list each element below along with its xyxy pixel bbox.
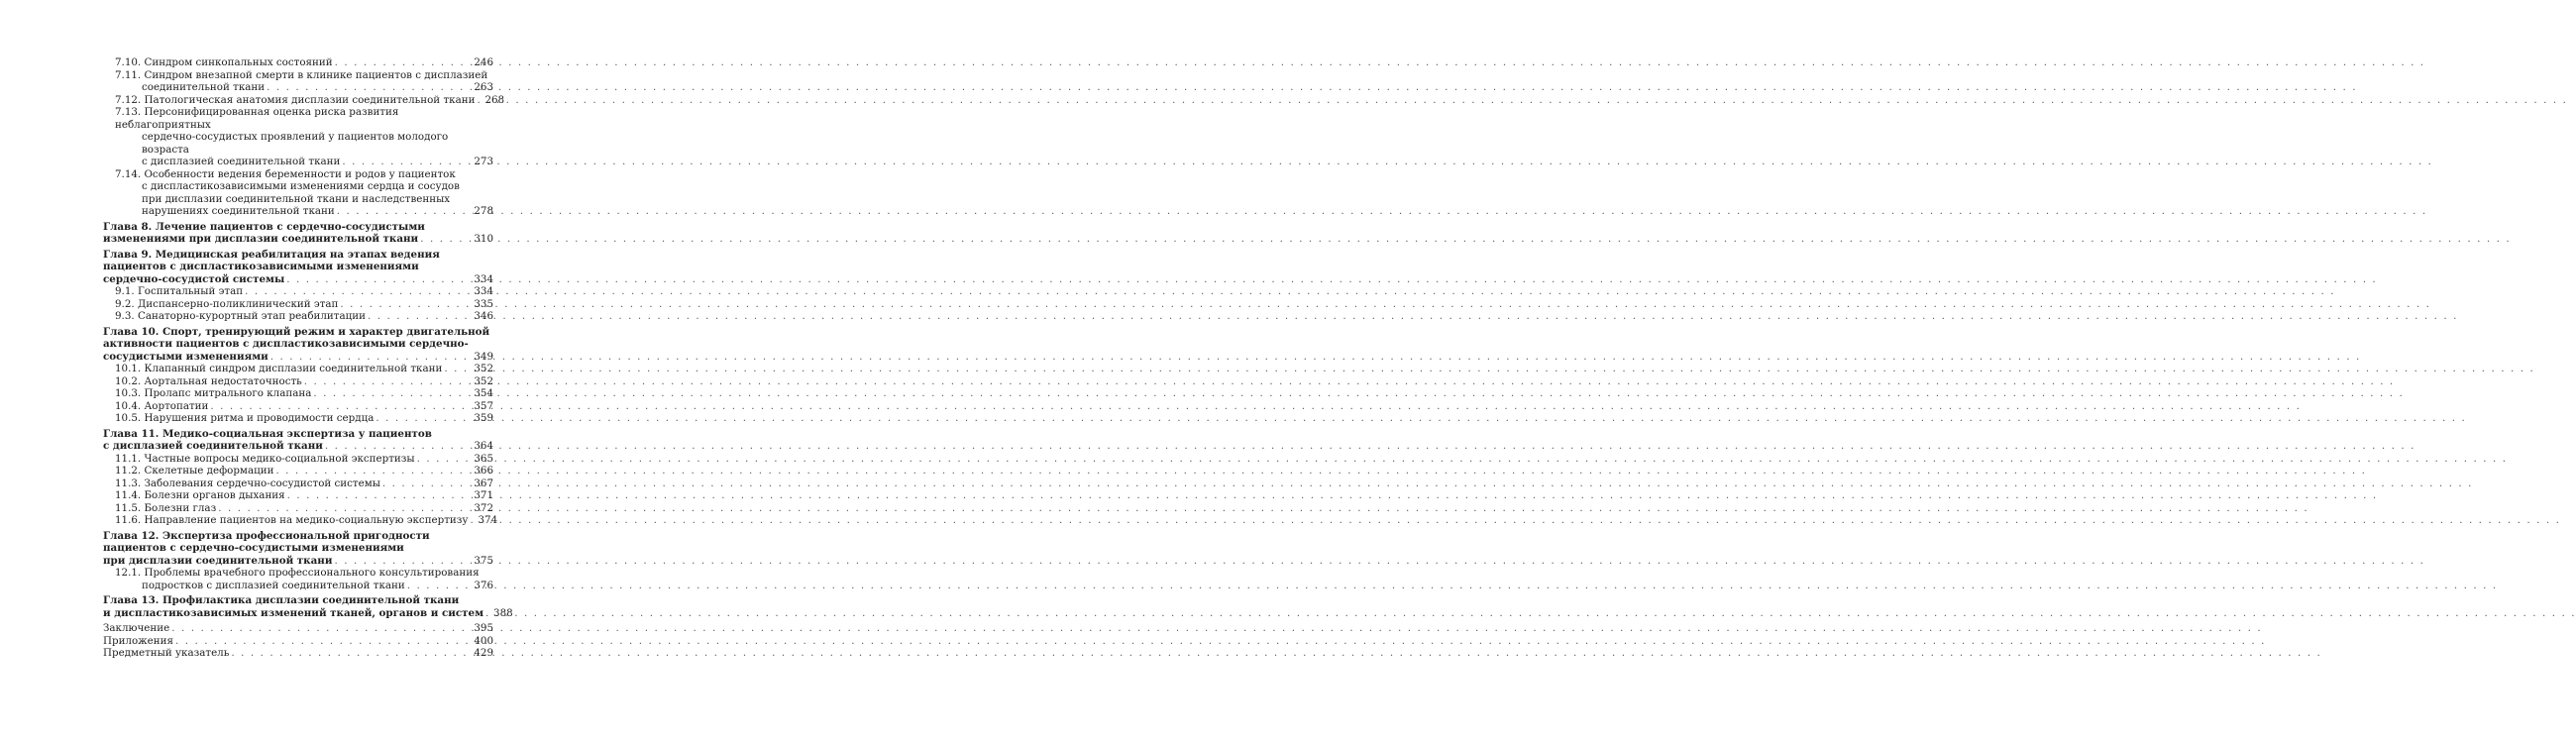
- dot-leader: [231, 647, 472, 660]
- toc-entry[interactable]: [103, 69, 493, 94]
- toc-entry-number: 10.3.: [115, 387, 142, 399]
- toc-page-number: 354: [474, 387, 493, 399]
- toc-page-number: 268: [484, 93, 505, 106]
- toc-page-number: 375: [474, 554, 493, 567]
- dot-leader: [267, 81, 472, 94]
- toc-entry-number: 7.14.: [115, 167, 142, 180]
- toc-entry-title: с диспластикозависимыми изменениями сердца и сосудов: [142, 180, 460, 192]
- dot-leader: [270, 351, 473, 364]
- toc-entry-title: пациентов с сердечно-сосудистыми изменениями: [103, 542, 404, 554]
- toc-entry[interactable]: [103, 647, 493, 660]
- toc-entry-number: 9.1.: [115, 285, 135, 297]
- toc-page-number: 335: [474, 297, 493, 310]
- toc-entry-number: 11.4.: [115, 489, 142, 501]
- toc-entry-title: при дисплазии соединительной ткани: [103, 554, 333, 567]
- toc-entry-number: 7.10.: [115, 56, 142, 68]
- dot-leader: [287, 489, 473, 502]
- dot-leader: [470, 514, 476, 527]
- toc-page-number: 429: [474, 647, 493, 659]
- toc-entry-title: пациентов с диспластикозависимыми изменениями: [103, 261, 419, 272]
- toc-entry[interactable]: [103, 400, 493, 413]
- toc-entry-number: 12.1.: [115, 567, 142, 579]
- dot-leader: [325, 440, 472, 453]
- toc-page-number: 366: [474, 465, 493, 477]
- dot-leader: [313, 387, 472, 400]
- dot-leader: [417, 453, 473, 466]
- toc-entry-title: Глава 11. Медико-социальная экспертиза у пациентов: [103, 427, 432, 440]
- toc-entry-title: Нарушения ритма и проводимости сердца: [144, 412, 375, 424]
- toc-page-number: 334: [474, 272, 493, 285]
- toc-page-number: 365: [474, 452, 493, 465]
- dot-leader: [382, 478, 472, 490]
- toc-entry-title: Аортопатии: [144, 399, 209, 412]
- toc-entry-title: и диспластикозависимых изменений тканей, органов и систем: [103, 606, 484, 619]
- toc-entry-number: 7.13.: [115, 106, 142, 118]
- toc-entry[interactable]: [103, 489, 493, 502]
- toc-chapter-entry[interactable]: [103, 326, 493, 364]
- toc-entry-number: 11.1.: [115, 452, 142, 465]
- toc-page-number: 349: [474, 350, 493, 363]
- dot-leader: [420, 233, 472, 246]
- toc-entry[interactable]: [103, 363, 493, 375]
- toc-entry-number: 7.11.: [115, 68, 142, 81]
- toc-entry-title: с дисплазией соединительной ткани: [142, 156, 341, 167]
- toc-entry-title: изменениями при дисплазии соединительной ткани: [103, 233, 419, 245]
- toc-entry[interactable]: [103, 622, 493, 635]
- toc-entry-number: 11.3.: [115, 477, 142, 489]
- toc-entry-number: 11.5.: [115, 501, 142, 514]
- dot-leader: [340, 298, 472, 311]
- dot-leader: [477, 94, 483, 107]
- toc-entry[interactable]: [103, 453, 493, 466]
- toc-page-number: 246: [474, 56, 493, 68]
- toc-entry[interactable]: [103, 514, 498, 527]
- toc-page-number: 278: [474, 205, 493, 217]
- toc-entry[interactable]: [103, 465, 493, 478]
- toc-entry-title: активности пациентов с диспластикозависимыми сердечно-: [103, 338, 469, 350]
- toc-entry-title: нарушениях соединительной ткани: [142, 205, 335, 217]
- toc-entry-title: Частные вопросы медико-социальной экспертизы: [144, 452, 415, 465]
- toc-entry[interactable]: [103, 635, 493, 648]
- toc-entry[interactable]: [103, 567, 493, 591]
- toc-page-number: 346: [474, 310, 493, 322]
- toc-entry-title: сердечно-сосудистых проявлений у пациентов молодого возраста: [142, 131, 449, 156]
- toc-entry-title: Глава 8. Лечение пациентов с сердечно-сосудистыми: [103, 220, 425, 233]
- dot-leader: [275, 465, 472, 478]
- toc-entry-title: сердечно-сосудистой системы: [103, 272, 285, 285]
- toc-page-number: 352: [474, 363, 493, 374]
- dot-leader: [334, 555, 472, 568]
- toc-entry-title: Глава 13. Профилактика дисплазии соединительной ткани: [103, 594, 460, 606]
- dot-leader: [485, 607, 491, 620]
- toc-page: [0, 0, 594, 743]
- toc-entry-title: Заключение: [103, 622, 170, 634]
- toc-page-number: 372: [474, 501, 493, 514]
- toc-entry-title: Пролапс митрального клапана: [144, 387, 312, 399]
- toc-page-number: 400: [474, 634, 493, 647]
- toc-chapter-entry[interactable]: [103, 221, 493, 246]
- toc-page-number: 374: [478, 514, 498, 526]
- dot-leader: [210, 400, 472, 413]
- toc-page-number: 352: [474, 374, 493, 387]
- dot-leader: [337, 205, 473, 218]
- toc-entry[interactable]: [103, 502, 493, 515]
- toc-entry-title: Клапанный синдром дисплазии соединительной ткани: [144, 363, 443, 374]
- toc-entry-number: 7.12.: [115, 93, 142, 106]
- toc-page-number: 367: [474, 477, 493, 489]
- dot-leader: [218, 502, 472, 515]
- toc-entry[interactable]: [103, 285, 493, 298]
- toc-entry-title: Глава 9. Медицинская реабилитация на этапах ведения: [103, 248, 440, 261]
- toc-page-number: 273: [474, 156, 493, 167]
- toc-entry-title: Особенности ведения беременности и родов у пациенток: [144, 167, 456, 180]
- toc-page-number: 364: [474, 440, 493, 452]
- toc-entry-title: Санаторно-курортный этап реабилитации: [137, 310, 366, 322]
- toc-entry-title: Глава 12. Экспертиза профессиональной пригодности: [103, 529, 430, 542]
- toc-entry-title: Синдром внезапной смерти в клинике пациентов с дисплазией: [144, 68, 488, 81]
- dot-leader: [335, 56, 473, 69]
- toc-page-number: 263: [474, 81, 493, 93]
- toc-entry-title: Госпитальный этап: [137, 285, 244, 297]
- dot-leader: [171, 622, 472, 635]
- toc-entry[interactable]: [103, 310, 493, 323]
- toc-entry-title: Аортальная недостаточность: [144, 374, 302, 387]
- toc-entry-title: Синдром синкопальных состояний: [144, 56, 333, 68]
- toc-entry-title: Болезни органов дыхания: [144, 489, 285, 501]
- toc-page-number: 388: [493, 606, 513, 619]
- toc-page-number: 334: [474, 285, 493, 297]
- toc-page-number: 359: [474, 412, 493, 424]
- dot-leader: [175, 635, 472, 648]
- dot-leader: [304, 375, 473, 388]
- toc-entry-title: Предметный указатель: [103, 647, 230, 659]
- dot-leader: [444, 363, 472, 375]
- dot-leader: [376, 412, 472, 425]
- dot-leader: [286, 273, 472, 286]
- toc-entry-number: 10.1.: [115, 363, 142, 374]
- toc-entry-title: Проблемы врачебного профессионального консультирования: [144, 567, 480, 579]
- toc-entry[interactable]: [103, 375, 493, 388]
- toc-entry-title: соединительной ткани: [142, 81, 266, 93]
- toc-chapter-entry[interactable]: [103, 249, 493, 286]
- dot-leader: [407, 580, 473, 592]
- toc-entry-title: подростков с дисплазией соединительной ткани: [142, 579, 405, 591]
- toc-entry-number: 10.4.: [115, 399, 142, 412]
- toc-page-number: 357: [474, 399, 493, 412]
- toc-entry[interactable]: [103, 56, 493, 69]
- toc-entry[interactable]: [103, 387, 493, 400]
- toc-entry[interactable]: [103, 412, 493, 425]
- toc-entry-number: 10.5.: [115, 412, 142, 424]
- toc-entry-number: 9.2.: [115, 297, 135, 310]
- toc-entry-title: Скелетные деформации: [144, 465, 274, 477]
- toc-entry-title: Персонифицированная оценка риска развития неблагоприятных: [115, 106, 399, 131]
- toc-chapter-entry[interactable]: [103, 530, 493, 568]
- table-of-contents: [103, 56, 513, 660]
- toc-entry-title: Направление пациентов на медико-социальную экспертизу: [144, 514, 469, 526]
- toc-entry-title: Болезни глаз: [144, 501, 217, 514]
- toc-entry[interactable]: [103, 298, 493, 311]
- toc-page-number: 376: [474, 579, 493, 591]
- toc-entry-title: Заболевания сердечно-сосудистой системы: [144, 477, 380, 489]
- dot-leader: [245, 285, 472, 298]
- dot-leader: [368, 310, 472, 323]
- toc-page-number: 371: [474, 489, 493, 501]
- toc-entry-number: 9.3.: [115, 310, 135, 322]
- toc-entry-title: Приложения: [103, 634, 173, 647]
- toc-page-number: 395: [474, 622, 493, 634]
- toc-entry-title: Глава 10. Спорт, тренирующий режим и характер двигательной: [103, 325, 490, 338]
- dot-leader: [342, 156, 472, 168]
- toc-entry-title: Патологическая анатомия дисплазии соединительной ткани: [144, 93, 476, 106]
- toc-entry[interactable]: [103, 106, 493, 168]
- toc-entry-number: 10.2.: [115, 374, 142, 387]
- toc-entry-title: Диспансерно-поликлинический этап: [137, 297, 339, 310]
- toc-entry[interactable]: [103, 478, 493, 490]
- toc-entry[interactable]: [103, 93, 505, 107]
- toc-entry-title: с дисплазией соединительной ткани: [103, 440, 323, 452]
- toc-page-number: 310: [474, 233, 493, 245]
- toc-chapter-entry[interactable]: [103, 428, 493, 453]
- toc-entry-title: сосудистыми изменениями: [103, 350, 268, 363]
- toc-chapter-entry[interactable]: [103, 594, 513, 619]
- toc-entry-number: 11.2.: [115, 465, 142, 477]
- toc-entry-title: при дисплазии соединительной ткани и наследственных: [142, 192, 451, 205]
- toc-entry[interactable]: [103, 168, 493, 218]
- toc-entry-number: 11.6.: [115, 514, 142, 526]
